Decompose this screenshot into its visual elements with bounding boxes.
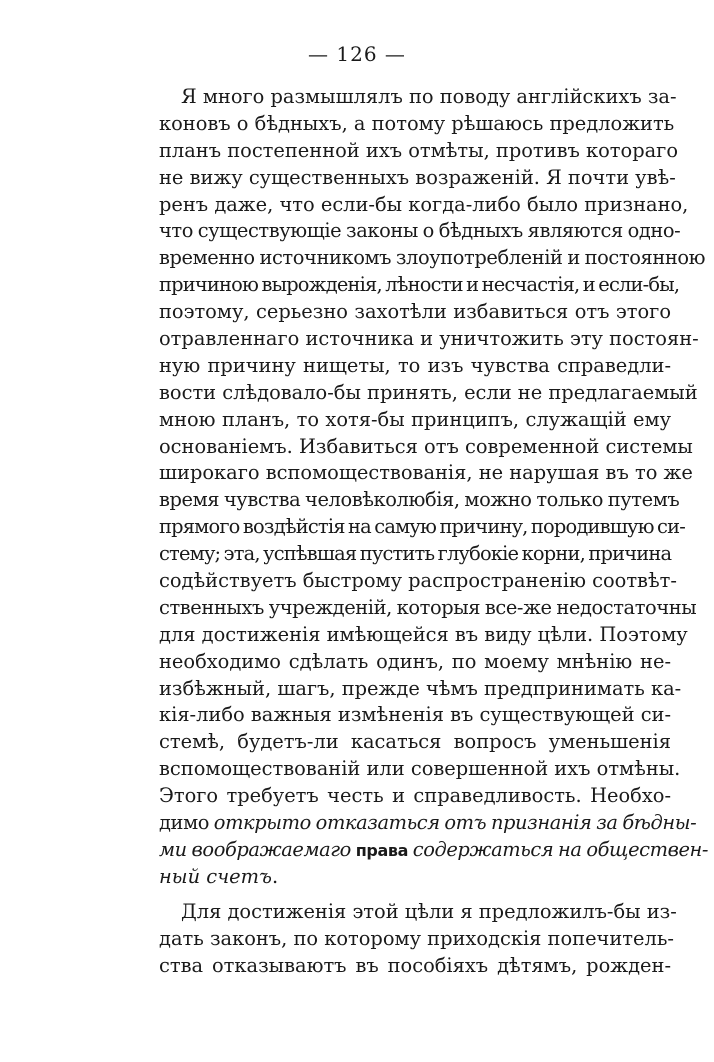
- text-line: поэтому, серьезно захотѣли избавиться отъ этого: [159, 300, 671, 324]
- text-line: прямого воздѣйстія на самую причину, породившую си-: [159, 515, 685, 539]
- text-line: не вижу существенныхъ возраженій. Я почти увѣ-: [159, 165, 676, 189]
- text-line: ную причину нищеты, то изъ чувства справедли-: [159, 353, 671, 377]
- text-line: Я много размышлялъ по поводу англійскихъ за-: [181, 85, 677, 108]
- bold-text: права: [355, 840, 408, 860]
- text-line: отравленнаго источника и уничтожить эту постоян-: [159, 327, 699, 351]
- text-line: [159, 810, 697, 837]
- text-run: .: [271, 864, 279, 888]
- text-line: [159, 837, 709, 864]
- text-run: димо: [159, 811, 214, 835]
- text-line: избѣжный, шагъ, прежде чѣмъ предпринимать ка-: [159, 676, 682, 700]
- italic-text: открыто отказаться отъ признанія за бѣдны-: [213, 811, 697, 835]
- text-line: Этого требуетъ честь и справедливость. Необхо-: [159, 784, 671, 808]
- text-line: дать законъ, по которому приходскія попечитель-: [159, 926, 674, 950]
- text-line: мною планъ, то хотя-бы принципъ, служащій ему: [159, 407, 671, 431]
- paragraph-1: [159, 84, 709, 891]
- text-line: для достиженія имѣющейся въ виду цѣли. Поэтому: [159, 622, 688, 646]
- text-line: коновъ о бѣдныхъ, а потому рѣшаюсь предложить: [159, 111, 675, 135]
- text-line: широкаго вспомоществованія, не нарушая въ то же: [159, 461, 693, 485]
- text-line: Для достиженія этой цѣли я предложилъ-бы из-: [181, 899, 677, 923]
- text-line: причиною вырожденія, лѣности и несчастія, и если-бы,: [159, 273, 680, 297]
- text-line: содѣйствуетъ быстрому распространенію соотвѣт-: [159, 569, 677, 593]
- text-line: стему; эта, успѣвшая пустить глубокіе корни, причина: [159, 542, 672, 566]
- text-line: необходимо сдѣлать одинъ, по моему мнѣнію не-: [159, 649, 671, 673]
- text-line: вости слѣдовало-бы принять, если не предлагаемый: [159, 380, 698, 404]
- text-line: ства отказываютъ въ пособіяхъ дѣтямъ, рожден-: [159, 953, 671, 977]
- text-line: время чувства человѣколюбія, можно только путемъ: [159, 488, 680, 512]
- text-line: ренъ даже, что если-бы когда-либо было признано,: [159, 192, 689, 216]
- text-line: временно источникомъ злоупотребленій и постоянною: [159, 246, 706, 270]
- text-line: основаніемъ. Избавиться отъ современной системы: [159, 434, 693, 458]
- paragraph-gap: [159, 891, 671, 899]
- paragraph-2: [159, 899, 677, 980]
- text-line: кія-либо важныя измѣненія въ существующей си-: [159, 703, 672, 727]
- text-line: стемѣ, будетъ-ли касаться вопросъ уменьшенія: [159, 730, 671, 754]
- text-line: вспомоществованій или совершенной ихъ отмѣны.: [159, 757, 681, 781]
- text-line: ственныхъ учрежденій, которыя все-же недостаточны: [159, 595, 697, 619]
- page-number: — 126 —: [308, 42, 406, 66]
- italic-text: ми воображаемаго: [159, 837, 356, 861]
- body-text: [159, 84, 709, 979]
- text-line: что существующіе законы о бѣдныхъ являются одно-: [159, 219, 681, 243]
- text-line: планъ постепенной ихъ отмѣты, противъ котораго: [159, 138, 679, 162]
- text-line: [159, 864, 671, 891]
- italic-text: ный счетъ: [159, 864, 272, 888]
- italic-text: содержаться на обществен-: [407, 837, 709, 861]
